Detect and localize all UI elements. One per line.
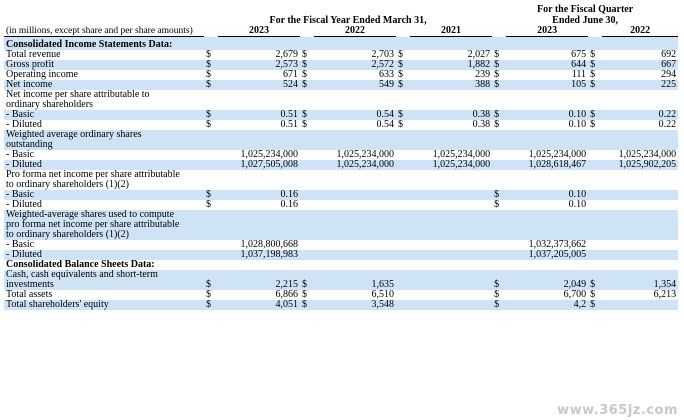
section-income-statements: [4, 37, 678, 51]
currency-symbol: $: [590, 120, 596, 130]
currency-symbol: $: [206, 120, 211, 130]
currency-symbol: $: [398, 120, 403, 130]
currency-symbol: $: [300, 300, 314, 310]
cell-value: 2,049: [506, 270, 588, 290]
cell-value: 1,037,198,983: [218, 250, 300, 260]
cell-value: 549: [314, 80, 396, 90]
row-label: - Diluted: [4, 160, 204, 170]
cell-value: 1,025,902,205: [602, 160, 678, 170]
cell-value: 225: [602, 80, 678, 90]
cell-value: 0.16: [280, 200, 298, 210]
currency-symbol: $: [300, 110, 314, 120]
table-row: [4, 70, 678, 80]
row-label: Net income: [4, 80, 204, 90]
currency-symbol: $: [494, 70, 500, 80]
year-header: 2021: [410, 26, 492, 37]
cell-value: 1,028,800,668: [240, 240, 298, 250]
currency-symbol: $: [204, 60, 218, 70]
cell-value: 294: [661, 70, 677, 80]
currency-symbol: $: [588, 60, 602, 70]
table-row-group-header: [4, 90, 678, 110]
table-row-group-header: [4, 170, 678, 190]
row-label: Total assets: [6, 290, 53, 300]
cell-value: 2,679: [275, 50, 298, 60]
cell-value: 2,573: [218, 60, 300, 70]
header-row-years: [4, 26, 678, 37]
currency-symbol: $: [204, 110, 218, 120]
cell-value: 0.10: [568, 120, 587, 130]
section-title: Consolidated Income Statements Data:: [4, 37, 204, 51]
table-row: [4, 80, 678, 90]
currency-symbol: $: [302, 290, 307, 300]
cell-value: 0.54: [314, 110, 396, 120]
row-label: - Basic: [6, 150, 35, 160]
currency-symbol: $: [396, 80, 410, 90]
cell-value: 111: [571, 70, 587, 80]
currency-symbol: $: [206, 70, 211, 80]
currency-symbol: $: [492, 270, 506, 290]
financial-data-table: [4, 4, 678, 310]
cell-value: 239: [475, 70, 491, 80]
cell-value: 0.10: [506, 110, 588, 120]
year-header: 2023: [506, 26, 588, 37]
currency-symbol: $: [492, 60, 506, 70]
currency-symbol: $: [300, 80, 314, 90]
row-label: Total shareholders' equity: [4, 300, 204, 310]
cell-value: 6,866: [275, 290, 298, 300]
currency-symbol: $: [204, 190, 218, 200]
row-label: Weighted average ordinary shares outstanding: [4, 130, 204, 150]
table-row-group-header: [4, 210, 678, 240]
cell-value: 1,025,234,000: [314, 160, 396, 170]
currency-symbol: $: [492, 110, 506, 120]
cell-value: 2,215: [218, 270, 300, 290]
row-label: - Basic: [4, 190, 204, 200]
currency-symbol: $: [590, 70, 596, 80]
currency-symbol: $: [494, 200, 500, 210]
cell-value: 1,028,618,467: [506, 160, 588, 170]
currency-symbol: $: [398, 50, 403, 60]
cell-value: 0.38: [410, 110, 492, 120]
cell-value: 0.54: [376, 120, 394, 130]
cell-value: 1,635: [314, 270, 396, 290]
cell-value: 675: [571, 50, 587, 60]
currency-symbol: $: [204, 80, 218, 90]
cell-value: [602, 300, 678, 310]
cell-value: 0.10: [568, 200, 587, 210]
currency-symbol: $: [588, 80, 602, 90]
currency-symbol: $: [588, 110, 602, 120]
currency-symbol: $: [300, 270, 314, 290]
cell-value: 105: [506, 80, 588, 90]
section-title: Consolidated Balance Sheets Data:: [6, 260, 155, 270]
currency-symbol: $: [492, 190, 506, 200]
currency-symbol: $: [206, 50, 211, 60]
fiscal-quarter-header: For the Fiscal Quarter Ended June 30,: [536, 4, 634, 26]
cell-value: 1,882: [410, 60, 492, 70]
cell-value: 6,510: [371, 290, 394, 300]
cell-value: 524: [218, 80, 300, 90]
currency-symbol: $: [396, 60, 410, 70]
table-row: [4, 290, 678, 300]
cell-value: 388: [410, 80, 492, 90]
cell-value: 0.10: [506, 190, 588, 200]
cell-value: 3,548: [314, 300, 396, 310]
cell-value: 0.51: [280, 120, 298, 130]
table-row: [4, 250, 678, 260]
row-label: - Diluted: [6, 120, 42, 130]
cell-value: 0.38: [472, 120, 491, 130]
row-label: Pro forma net income per share attributable to ordinary shareholders (1)(2): [6, 170, 180, 190]
cell-value: 0.22: [658, 120, 677, 130]
cell-value: 1,025,234,000: [336, 150, 394, 160]
year-header: 2023: [218, 26, 300, 37]
cell-value: 2,027: [467, 50, 491, 60]
cell-value: 1,025,234,000: [240, 150, 298, 160]
table-row: [4, 110, 678, 120]
cell-value: 1,025,234,000: [410, 160, 492, 170]
cell-value: 1,032,373,662: [528, 240, 587, 250]
table-row-group-header: [4, 130, 678, 150]
cell-value: 6,213: [653, 290, 677, 300]
currency-symbol: $: [590, 290, 596, 300]
currency-symbol: $: [588, 300, 602, 310]
watermark-text: www.365jz.com: [557, 403, 678, 418]
currency-symbol: $: [300, 60, 314, 70]
cell-value: 671: [283, 70, 298, 80]
row-label: Cash, cash equivalents and short-term investments: [4, 270, 204, 290]
table-row: [4, 270, 678, 290]
cell-value: 1,037,205,005: [506, 250, 588, 260]
year-header: 2022: [314, 26, 396, 37]
row-label: - Diluted: [4, 250, 204, 260]
currency-symbol: $: [492, 300, 506, 310]
cell-value: 0.16: [218, 190, 300, 200]
cell-value: 1,025,234,000: [432, 150, 491, 160]
row-label: - Diluted: [6, 200, 42, 210]
row-label: Operating income: [6, 70, 78, 80]
cell-value: 0.51: [218, 110, 300, 120]
currency-symbol: $: [302, 70, 307, 80]
row-label: Weighted-average shares used to compute pro forma net income per share attributable to ordinary shareholders (1)(2): [4, 210, 204, 240]
cell-value: 0.22: [602, 110, 678, 120]
currency-symbol: $: [302, 120, 307, 130]
currency-symbol: $: [206, 200, 211, 210]
table-row: [4, 60, 678, 70]
units-note: (in millions, except share and per share amounts): [4, 26, 204, 37]
cell-value: 667: [602, 60, 678, 70]
currency-symbol: $: [494, 290, 500, 300]
row-label: - Basic: [4, 110, 204, 120]
cell-value: 1,354: [602, 270, 678, 290]
currency-symbol: $: [590, 50, 596, 60]
row-label: - Basic: [6, 240, 35, 250]
table-row: [4, 120, 678, 130]
section-balance-sheets: [4, 260, 678, 270]
cell-value: 1,025,234,000: [528, 150, 587, 160]
table-row: [4, 190, 678, 200]
currency-symbol: $: [492, 80, 506, 90]
row-label: Net income per share attributable to ordinary shareholders: [6, 90, 150, 110]
cell-value: 644: [506, 60, 588, 70]
currency-symbol: $: [302, 50, 307, 60]
table-row: [4, 150, 678, 160]
currency-symbol: $: [204, 300, 218, 310]
currency-symbol: $: [206, 290, 211, 300]
currency-symbol: $: [398, 70, 403, 80]
fiscal-year-header: For the Fiscal Year Ended March 31,: [269, 15, 427, 26]
table-row: [4, 300, 678, 310]
row-label: Total revenue: [6, 50, 61, 60]
cell-value: 1,027,505,008: [218, 160, 300, 170]
cell-value: 2,572: [314, 60, 396, 70]
cell-value: 6,700: [563, 290, 587, 300]
currency-symbol: $: [494, 50, 500, 60]
table-row: [4, 160, 678, 170]
cell-value: 1,025,234,000: [618, 150, 677, 160]
table-row: [4, 240, 678, 250]
currency-symbol: $: [494, 120, 500, 130]
currency-symbol: $: [588, 270, 602, 290]
cell-value: 692: [661, 50, 677, 60]
cell-value: 4,051: [218, 300, 300, 310]
currency-symbol: $: [396, 110, 410, 120]
row-label: Gross profit: [4, 60, 204, 70]
cell-value: 4,2: [506, 300, 588, 310]
year-header: 2022: [602, 26, 678, 37]
table-row: [4, 50, 678, 60]
currency-symbol: $: [204, 270, 218, 290]
header-row-periods: [4, 4, 678, 26]
cell-value: 2,703: [371, 50, 394, 60]
cell-value: 633: [379, 70, 394, 80]
table-row: [4, 200, 678, 210]
